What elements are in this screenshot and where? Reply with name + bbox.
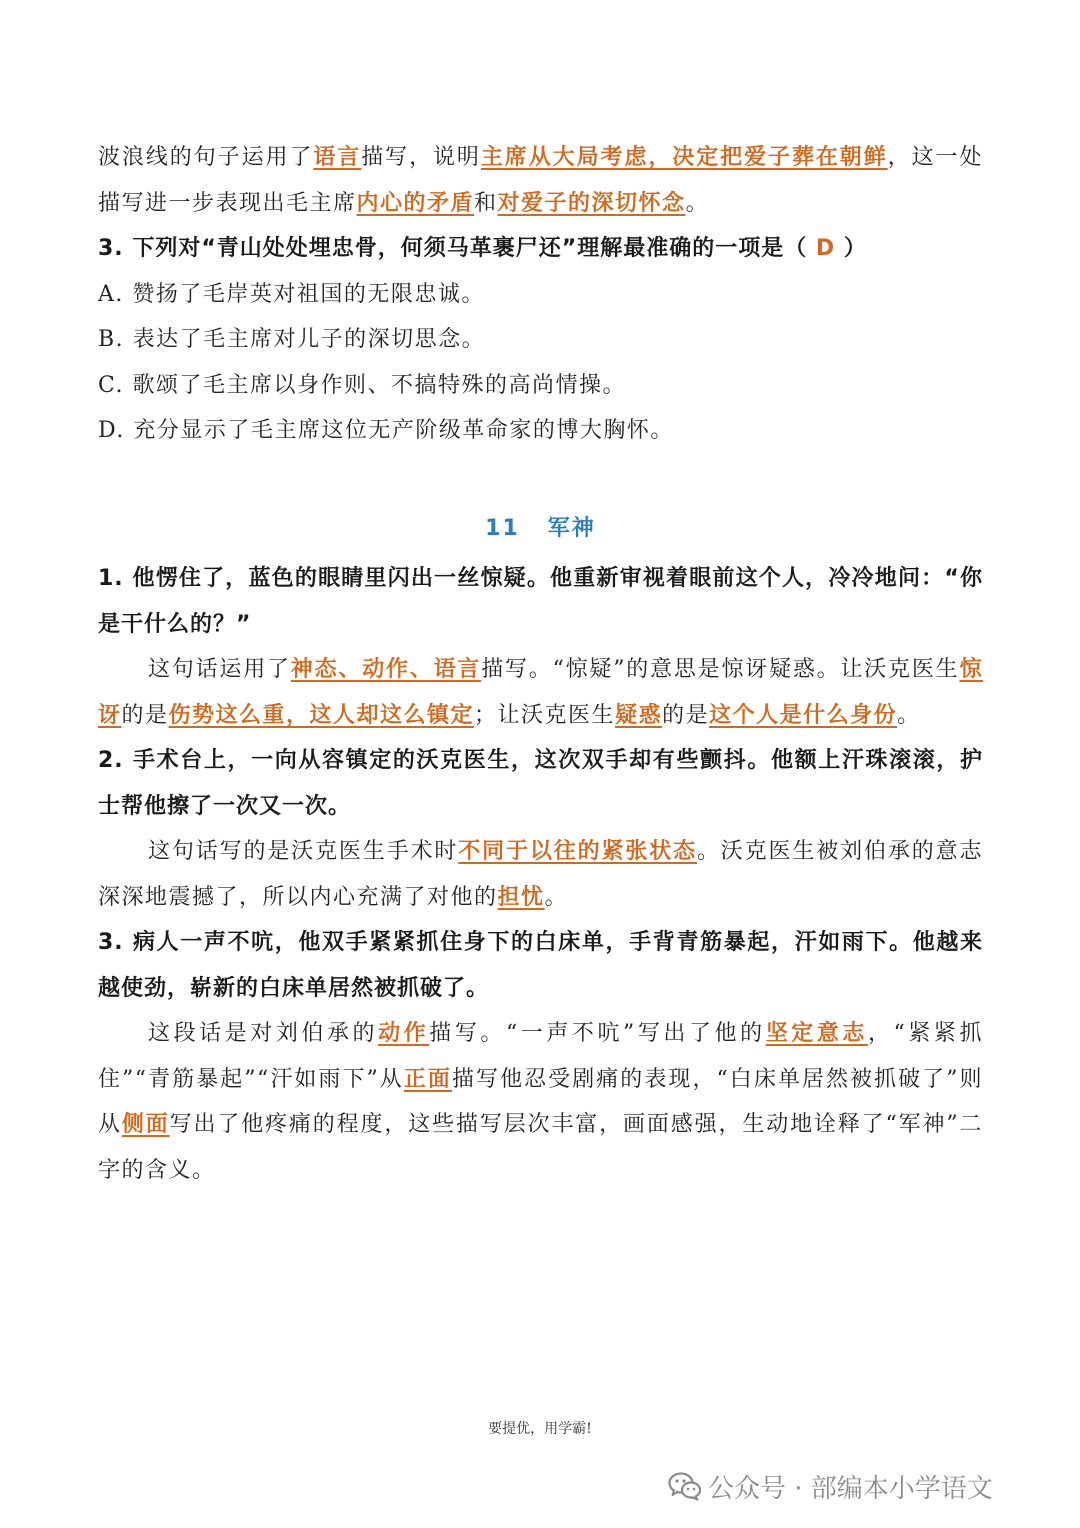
- section-title: 军神: [547, 515, 596, 541]
- text-segment: 描写。“一声不吭”写出了他的: [429, 1021, 766, 1046]
- option-d: D. 充分显示了毛主席这位无产阶级革命家的博大胸怀。: [98, 418, 674, 443]
- text-segment: 描写，说明: [361, 145, 481, 170]
- question-text: 3. 下列对“青山处处埋忠骨，何须马革裹尸还”理解最准确的一项是（: [98, 236, 808, 261]
- intro-paragraph: [98, 135, 983, 226]
- answer-blank: 语言: [313, 144, 362, 170]
- option-c: C. 歌颂了毛主席以身作则、不搞特殊的高尚情操。: [98, 372, 627, 398]
- answer-blank: 惊讶: [98, 656, 983, 728]
- answer-blank: 坚定意志: [765, 1020, 868, 1046]
- answer-blank: 伤势这么重，这人却这么镇定: [168, 701, 475, 728]
- section-heading: [98, 506, 983, 552]
- answer-blank: 内心的矛盾: [356, 189, 475, 216]
- wechat-icon: [668, 1471, 702, 1501]
- answer-blank: 动作: [378, 1020, 430, 1046]
- footer-slogan: 要提优，用学霸!: [488, 1421, 592, 1437]
- text-segment: 。: [685, 190, 710, 216]
- text-segment: 这句话写的是沃克医生手术时: [148, 839, 459, 864]
- text-segment: 描写他忍受剧痛的表现，“白床单居然被抓破了”则从: [98, 1066, 983, 1137]
- text-segment: 的是: [121, 702, 169, 728]
- document-body: [98, 135, 983, 1193]
- answer-blank: 神态、动作、语言: [290, 656, 482, 682]
- watermark-text: 公众号 · 部编本小学语文: [708, 1473, 993, 1504]
- answer-blank: 对爱子的深切怀念: [497, 189, 686, 216]
- text-segment: 的是: [662, 702, 710, 728]
- watermark: [668, 1463, 993, 1509]
- text-segment: ，“紧紧抓住”“青筋暴起”“汗如雨下”从: [98, 1021, 983, 1092]
- text-segment: ；让沃克医生: [474, 702, 616, 728]
- text-segment: 这句话运用了: [148, 657, 291, 682]
- item2-analysis: [98, 829, 983, 920]
- answer-blank: 侧面: [121, 1111, 170, 1137]
- section-number: 11: [485, 515, 520, 541]
- text-segment: 写出了他疼痛的程度，这些描写层次丰富，画面感强，生动地诠释了“军神”二字的含义。: [98, 1112, 983, 1183]
- answer-blank: 不同于以往的紧张状态: [458, 838, 697, 864]
- text-segment: ，这一处描写进一步表现出毛主席: [98, 145, 983, 216]
- item1-sentence: 1. 他愣住了，蓝色的眼睛里闪出一丝惊疑。他重新审视着眼前这个人，冷冷地问：“你是干什么的？”: [98, 566, 983, 637]
- answer-blank: 担忧: [497, 883, 545, 910]
- answer-blank: 这个人是什么身份: [709, 701, 898, 728]
- question-close: ）: [843, 236, 867, 261]
- text-segment: 。: [897, 702, 921, 728]
- question-3: [98, 226, 983, 272]
- item1-analysis: [98, 647, 983, 738]
- option-a: A. 赞扬了毛岸英对祖国的无限忠诚。: [98, 281, 485, 307]
- answer-blank: 正面: [403, 1065, 452, 1092]
- answer-blank: 疑惑: [615, 701, 663, 728]
- text-segment: 描写。“惊疑”的意思是惊讶疑惑。让沃克医生: [481, 657, 960, 682]
- option-b: B. 表达了毛主席对儿子的深切思念。: [98, 327, 486, 352]
- question-answer: D: [815, 236, 836, 261]
- item2-sentence: 2. 手术台上，一向从容镇定的沃克医生，这次双手却有些颤抖。他额上汗珠滚滚，护士帮他擦了一次又一次。: [98, 748, 983, 819]
- item3-analysis: [98, 1011, 983, 1193]
- answer-blank: 主席从大局考虑，决定把爱子葬在朝鲜: [480, 144, 888, 170]
- item3-sentence: 3. 病人一声不吭，他双手紧紧抓住身下的白床单，手背青筋暴起，汗如雨下。他越来越使劲，崭新的白床单居然被抓破了。: [98, 930, 983, 1001]
- text-segment: 这段话是对刘伯承的: [148, 1021, 379, 1046]
- text-segment: 。沃克医生被刘伯承的意志深深地震撼了，所以内心充满了对他的: [98, 839, 983, 910]
- text-segment: 和: [474, 190, 498, 216]
- text-segment: 。: [544, 884, 569, 910]
- text-segment: 波浪线的句子运用了: [98, 145, 314, 170]
